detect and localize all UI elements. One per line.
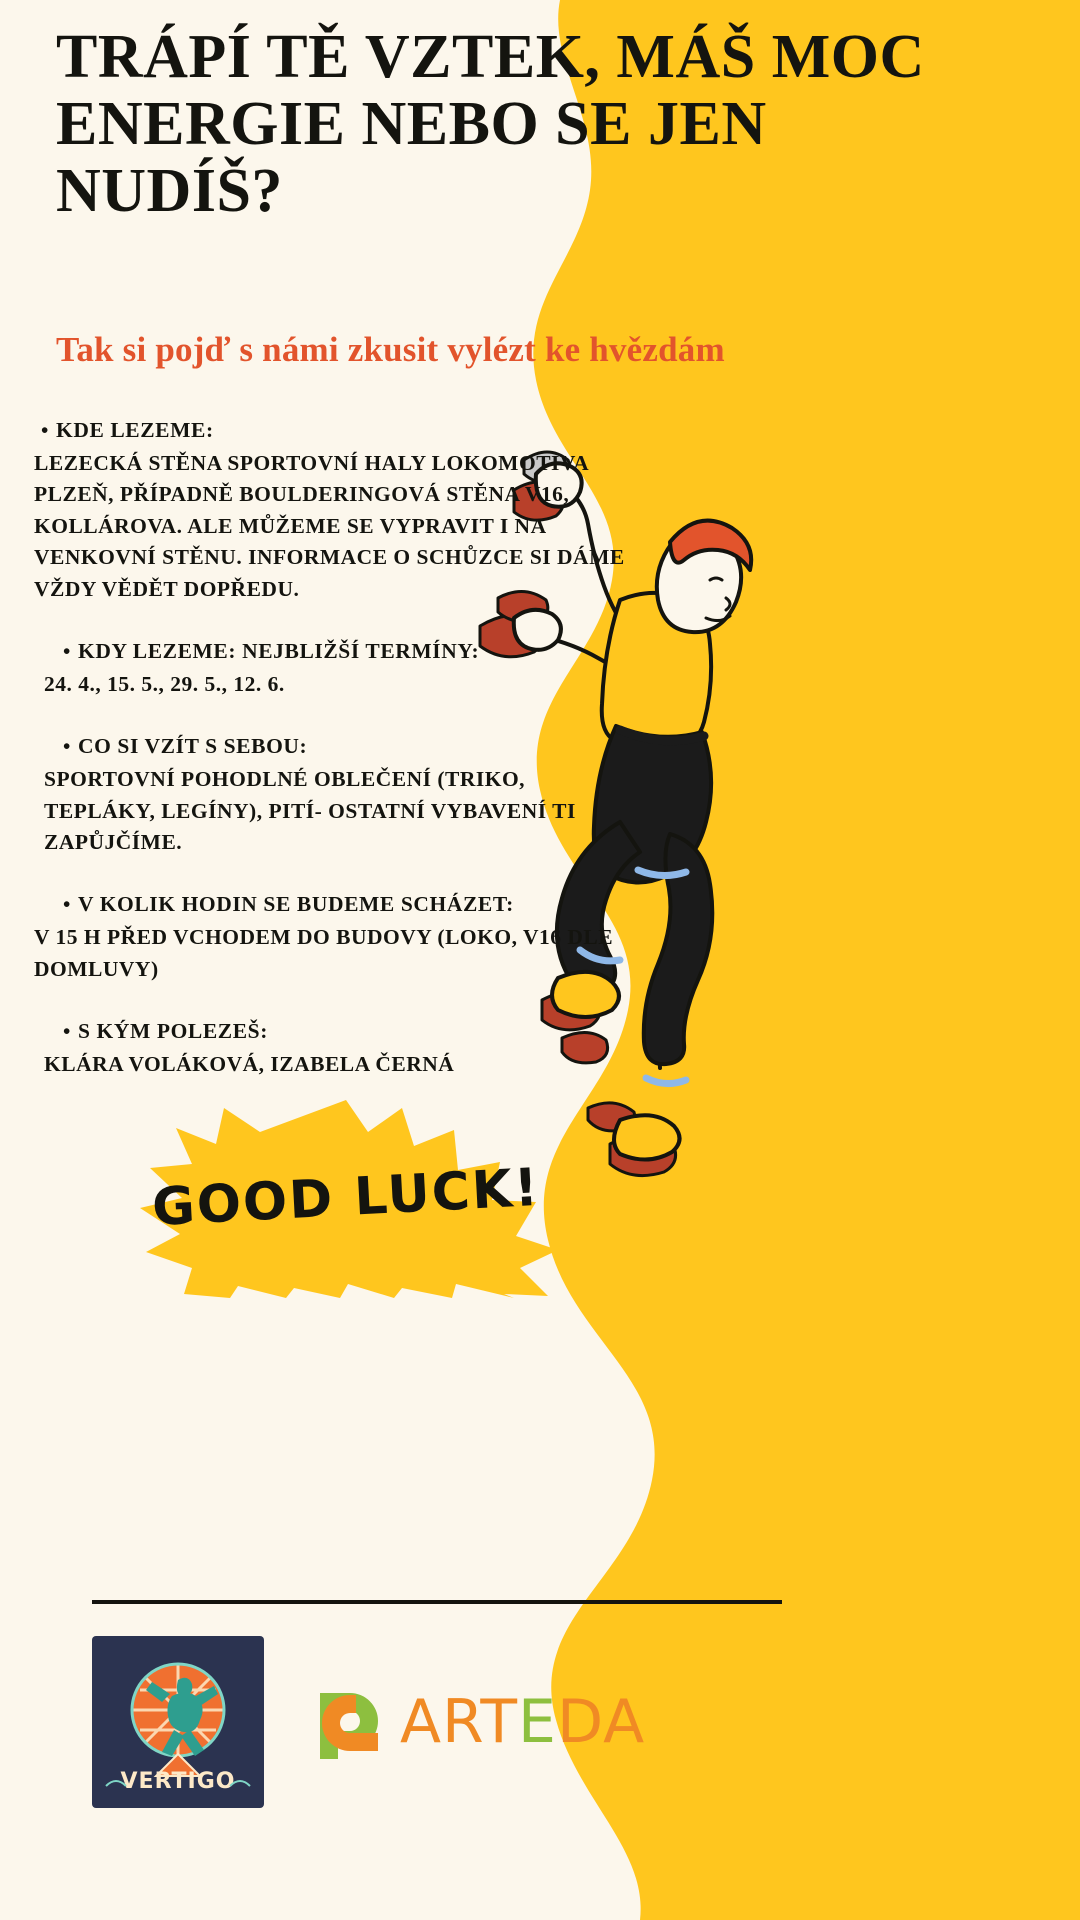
- page-subtitle: Tak si pojď s námi zkusit vylézt ke hvězdám: [56, 330, 725, 369]
- bullet-label-time: [34, 892, 634, 917]
- bullet-text-time: V KOLIK HODIN SE BUDEME SCHÁZET:: [78, 892, 514, 917]
- arteda-letter-e: E: [518, 1687, 557, 1757]
- paragraph-dates: 24. 4., 15. 5., 29. 5., 12. 6.: [44, 671, 285, 696]
- bullet-label-gear: [34, 734, 634, 759]
- bullet-label-guides: [34, 1019, 634, 1044]
- bullet-dot-icon: •: [41, 418, 49, 442]
- info-block-dates: [34, 639, 634, 700]
- page-title: TRÁPÍ TĚ VZTEK, MÁŠ MOC ENERGIE NEBO SE JEN NUDÍŠ?: [56, 23, 925, 225]
- info-block-location: [34, 418, 634, 605]
- info-block-time: [34, 892, 634, 985]
- arteda-letter-r: R: [442, 1687, 481, 1757]
- bullet-text-location: KDE LEZEME:: [56, 418, 214, 442]
- paragraph-location: LEZECKÁ STĚNA SPORTOVNÍ HALY LOKOMOTIVA PLZEŇ, PŘÍPADNĚ BOULDERINGOVÁ STĚNA V16, KOLLÁROVA. ALE MŮŽEME SE VYPRAVIT I NA VENKOVNÍ STĚNU. INFORMACE O SCHŮZCE SI DÁME VŽDY VĚDĚT DOPŘEDU.: [34, 451, 625, 601]
- paragraph-time: V 15 H PŘED VCHODEM DO BUDOVY (LOKO, V16 DLE DOMLUVY): [34, 925, 614, 981]
- bullet-text-dates: KDY LEZEME: NEJBLIŽŠÍ TERMÍNY:: [78, 638, 480, 663]
- footer-divider: [92, 1600, 782, 1604]
- good-luck-text: GOOD LUCK!: [150, 1157, 542, 1239]
- arteda-letter-a2: A: [603, 1687, 646, 1757]
- vertigo-logo: [92, 1636, 264, 1808]
- good-luck-badge: [96, 1098, 596, 1298]
- bullet-text-gear: CO SI VZÍT S SEBOU:: [78, 734, 308, 759]
- svg-text:VERTIGO: VERTIGO: [120, 1769, 236, 1794]
- bullet-dot-icon: •: [63, 638, 71, 663]
- bullet-label-location: [34, 418, 634, 443]
- paragraph-guides: KLÁRA VOLÁKOVÁ, IZABELA ČERNÁ: [44, 1052, 455, 1077]
- bullet-dot-icon: •: [63, 892, 71, 917]
- arteda-letter-a1: A: [400, 1687, 443, 1757]
- arteda-letter-t: T: [480, 1687, 519, 1757]
- arteda-mark-icon: [312, 1685, 386, 1759]
- arteda-logo: [312, 1685, 645, 1759]
- bullet-label-dates: [34, 639, 634, 664]
- paragraph-gear: SPORTOVNÍ POHODLNÉ OBLEČENÍ (TRIKO, TEPLÁKY, LEGÍNY), PITÍ- OSTATNÍ VYBAVENÍ TI ZAPŮJČÍME.: [44, 767, 576, 854]
- arteda-wordmark: [400, 1687, 646, 1757]
- info-block-gear: [34, 734, 634, 858]
- arteda-letter-d: D: [556, 1687, 604, 1757]
- bullet-dot-icon: •: [63, 1019, 71, 1044]
- info-block-guides: [34, 1019, 634, 1080]
- body-content: [34, 418, 634, 1081]
- footer-logos: [92, 1632, 812, 1812]
- bullet-text-guides: S KÝM POLEZEŠ:: [78, 1019, 268, 1044]
- bullet-dot-icon: •: [63, 734, 71, 759]
